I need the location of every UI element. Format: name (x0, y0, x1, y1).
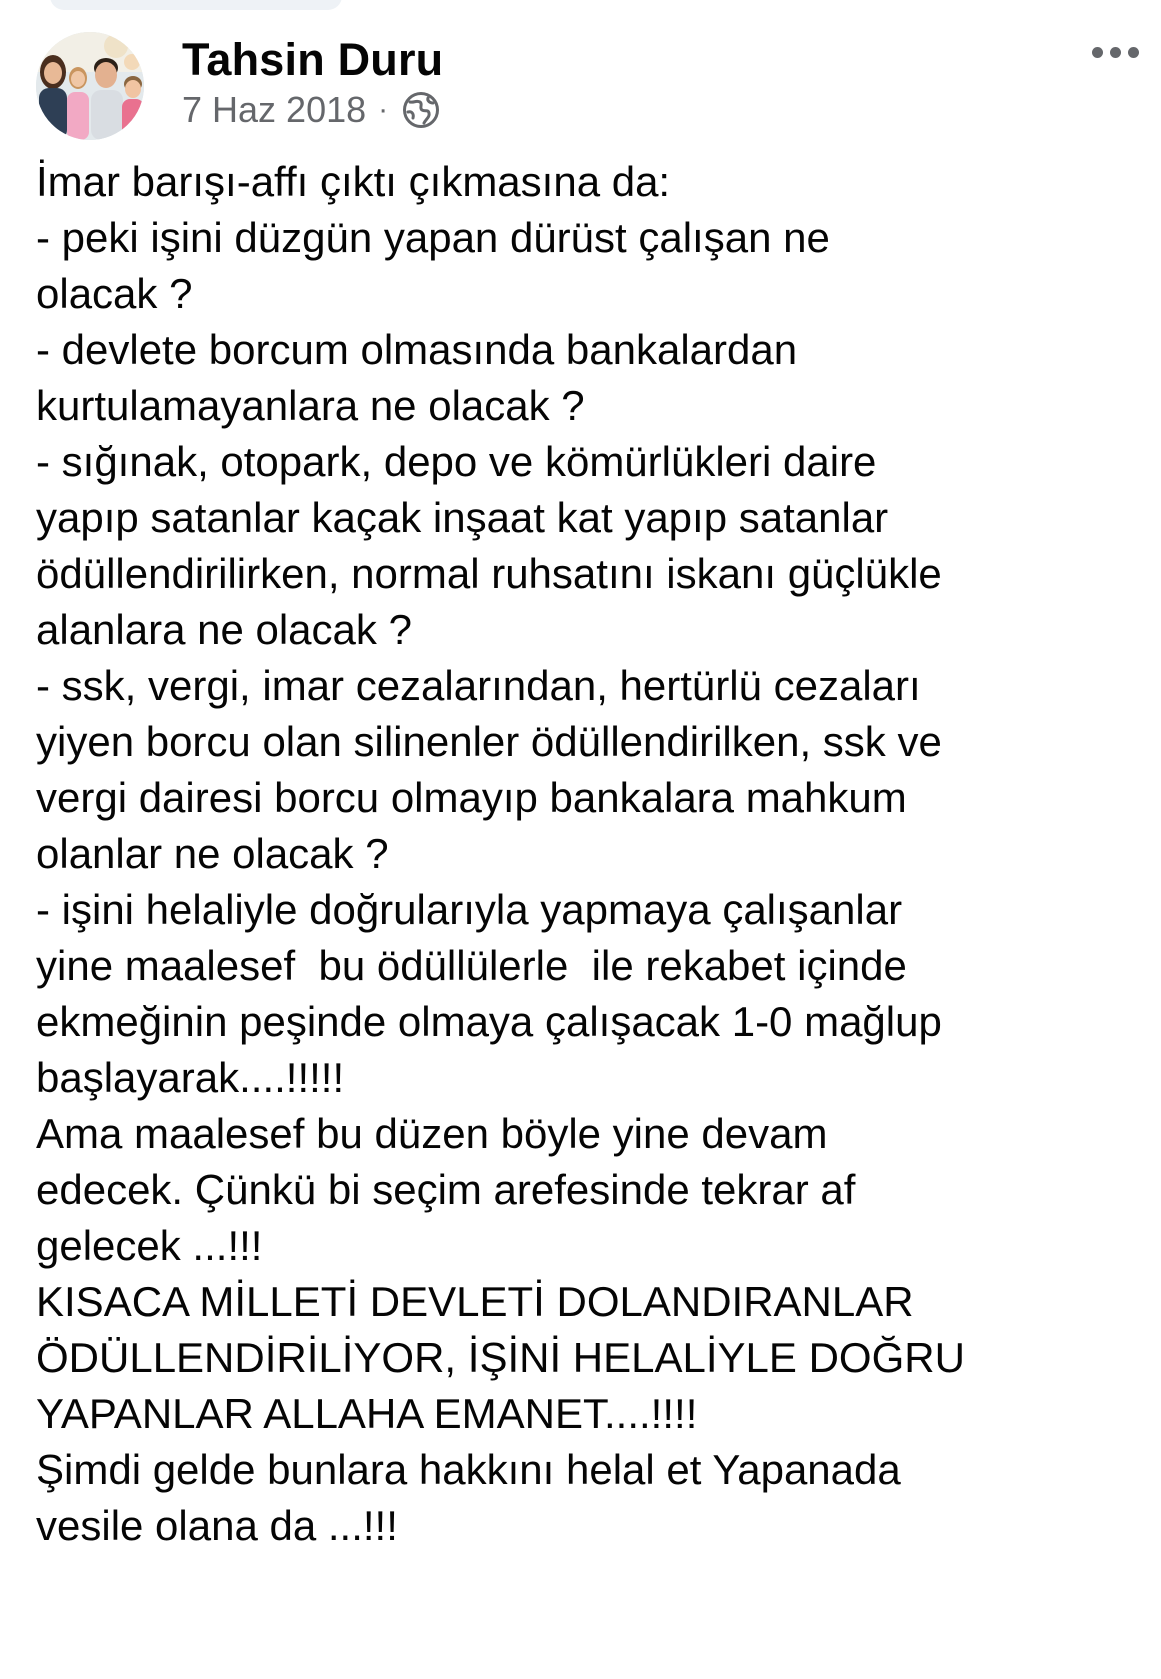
author-avatar[interactable] (36, 32, 144, 140)
family-photo-avatar-icon (36, 32, 144, 140)
post-text-line: edecek. Çünkü bi seçim arefesinde tekrar af (36, 1166, 856, 1213)
post-text-line: İmar barışı-affı çıktı çıkmasına da: (36, 158, 671, 205)
post-meta (182, 88, 440, 132)
post-text-line: olanlar ne olacak ? (36, 830, 389, 877)
post-text (36, 154, 1156, 1549)
post-header (36, 32, 1161, 144)
post-text-line: YAPANLAR ALLAHA EMANET....!!!! (36, 1390, 698, 1437)
post-text-line: yine maalesef bu ödüllülerle ile rekabet içinde (36, 942, 907, 989)
post-text-line: ödüllendirilirken, normal ruhsatını iskanı güçlükle (36, 550, 942, 597)
post-text-line: - devlete borcum olmasında bankalardan (36, 326, 798, 373)
post-text-line: alanlara ne olacak ? (36, 606, 412, 653)
post-text-line: vesile olana da ...!!! (36, 1502, 398, 1549)
post-text-line: - peki işini düzgün yapan dürüst çalışan ne (36, 214, 830, 261)
post-text-line: olacak ? (36, 270, 193, 317)
post-text-line: yapıp satanlar kaçak inşaat kat yapıp satanlar (36, 494, 889, 541)
post-text-line: - işini helaliyle doğrularıyla yapmaya çalışanlar (36, 886, 903, 933)
post-text-line: ekmeğinin peşinde olmaya çalışacak 1-0 mağlup (36, 998, 942, 1045)
post-date[interactable]: 7 Haz 2018 (182, 89, 367, 130)
post-text-line: gelecek ...!!! (36, 1222, 263, 1269)
post-text-line: KISACA MİLLETİ DEVLETİ DOLANDIRANLAR (36, 1278, 914, 1325)
author-name[interactable]: Tahsin Duru (182, 34, 444, 85)
more-options-icon (1092, 47, 1103, 58)
post-text-line: Ama maalesef bu düzen böyle yine devam (36, 1110, 828, 1157)
more-options-icon (1128, 47, 1139, 58)
post-text-line: ÖDÜLLENDİRİLİYOR, İŞİNİ HELALİYLE DOĞRU (36, 1334, 965, 1381)
meta-separator: · (378, 93, 389, 126)
globe-icon[interactable] (402, 91, 440, 129)
post-text-line: yiyen borcu olan silinenler ödüllendirilken, ssk ve (36, 718, 942, 765)
more-options-icon (1110, 47, 1121, 58)
top-bar-pill (50, 0, 342, 10)
post-text-line: vergi dairesi borcu olmayıp bankalara mahkum (36, 774, 907, 821)
post-text-line: Şimdi gelde bunlara hakkını helal et Yapanada (36, 1446, 901, 1493)
post-text-line: başlayarak....!!!!! (36, 1054, 345, 1101)
post-text-line: - sığınak, otopark, depo ve kömürlükleri daire (36, 438, 877, 485)
post-text-line: kurtulamayanlara ne olacak ? (36, 382, 585, 429)
post-text-line: - ssk, vergi, imar cezalarından, hertürlü cezaları (36, 662, 921, 709)
more-options-button[interactable] (1083, 34, 1147, 70)
